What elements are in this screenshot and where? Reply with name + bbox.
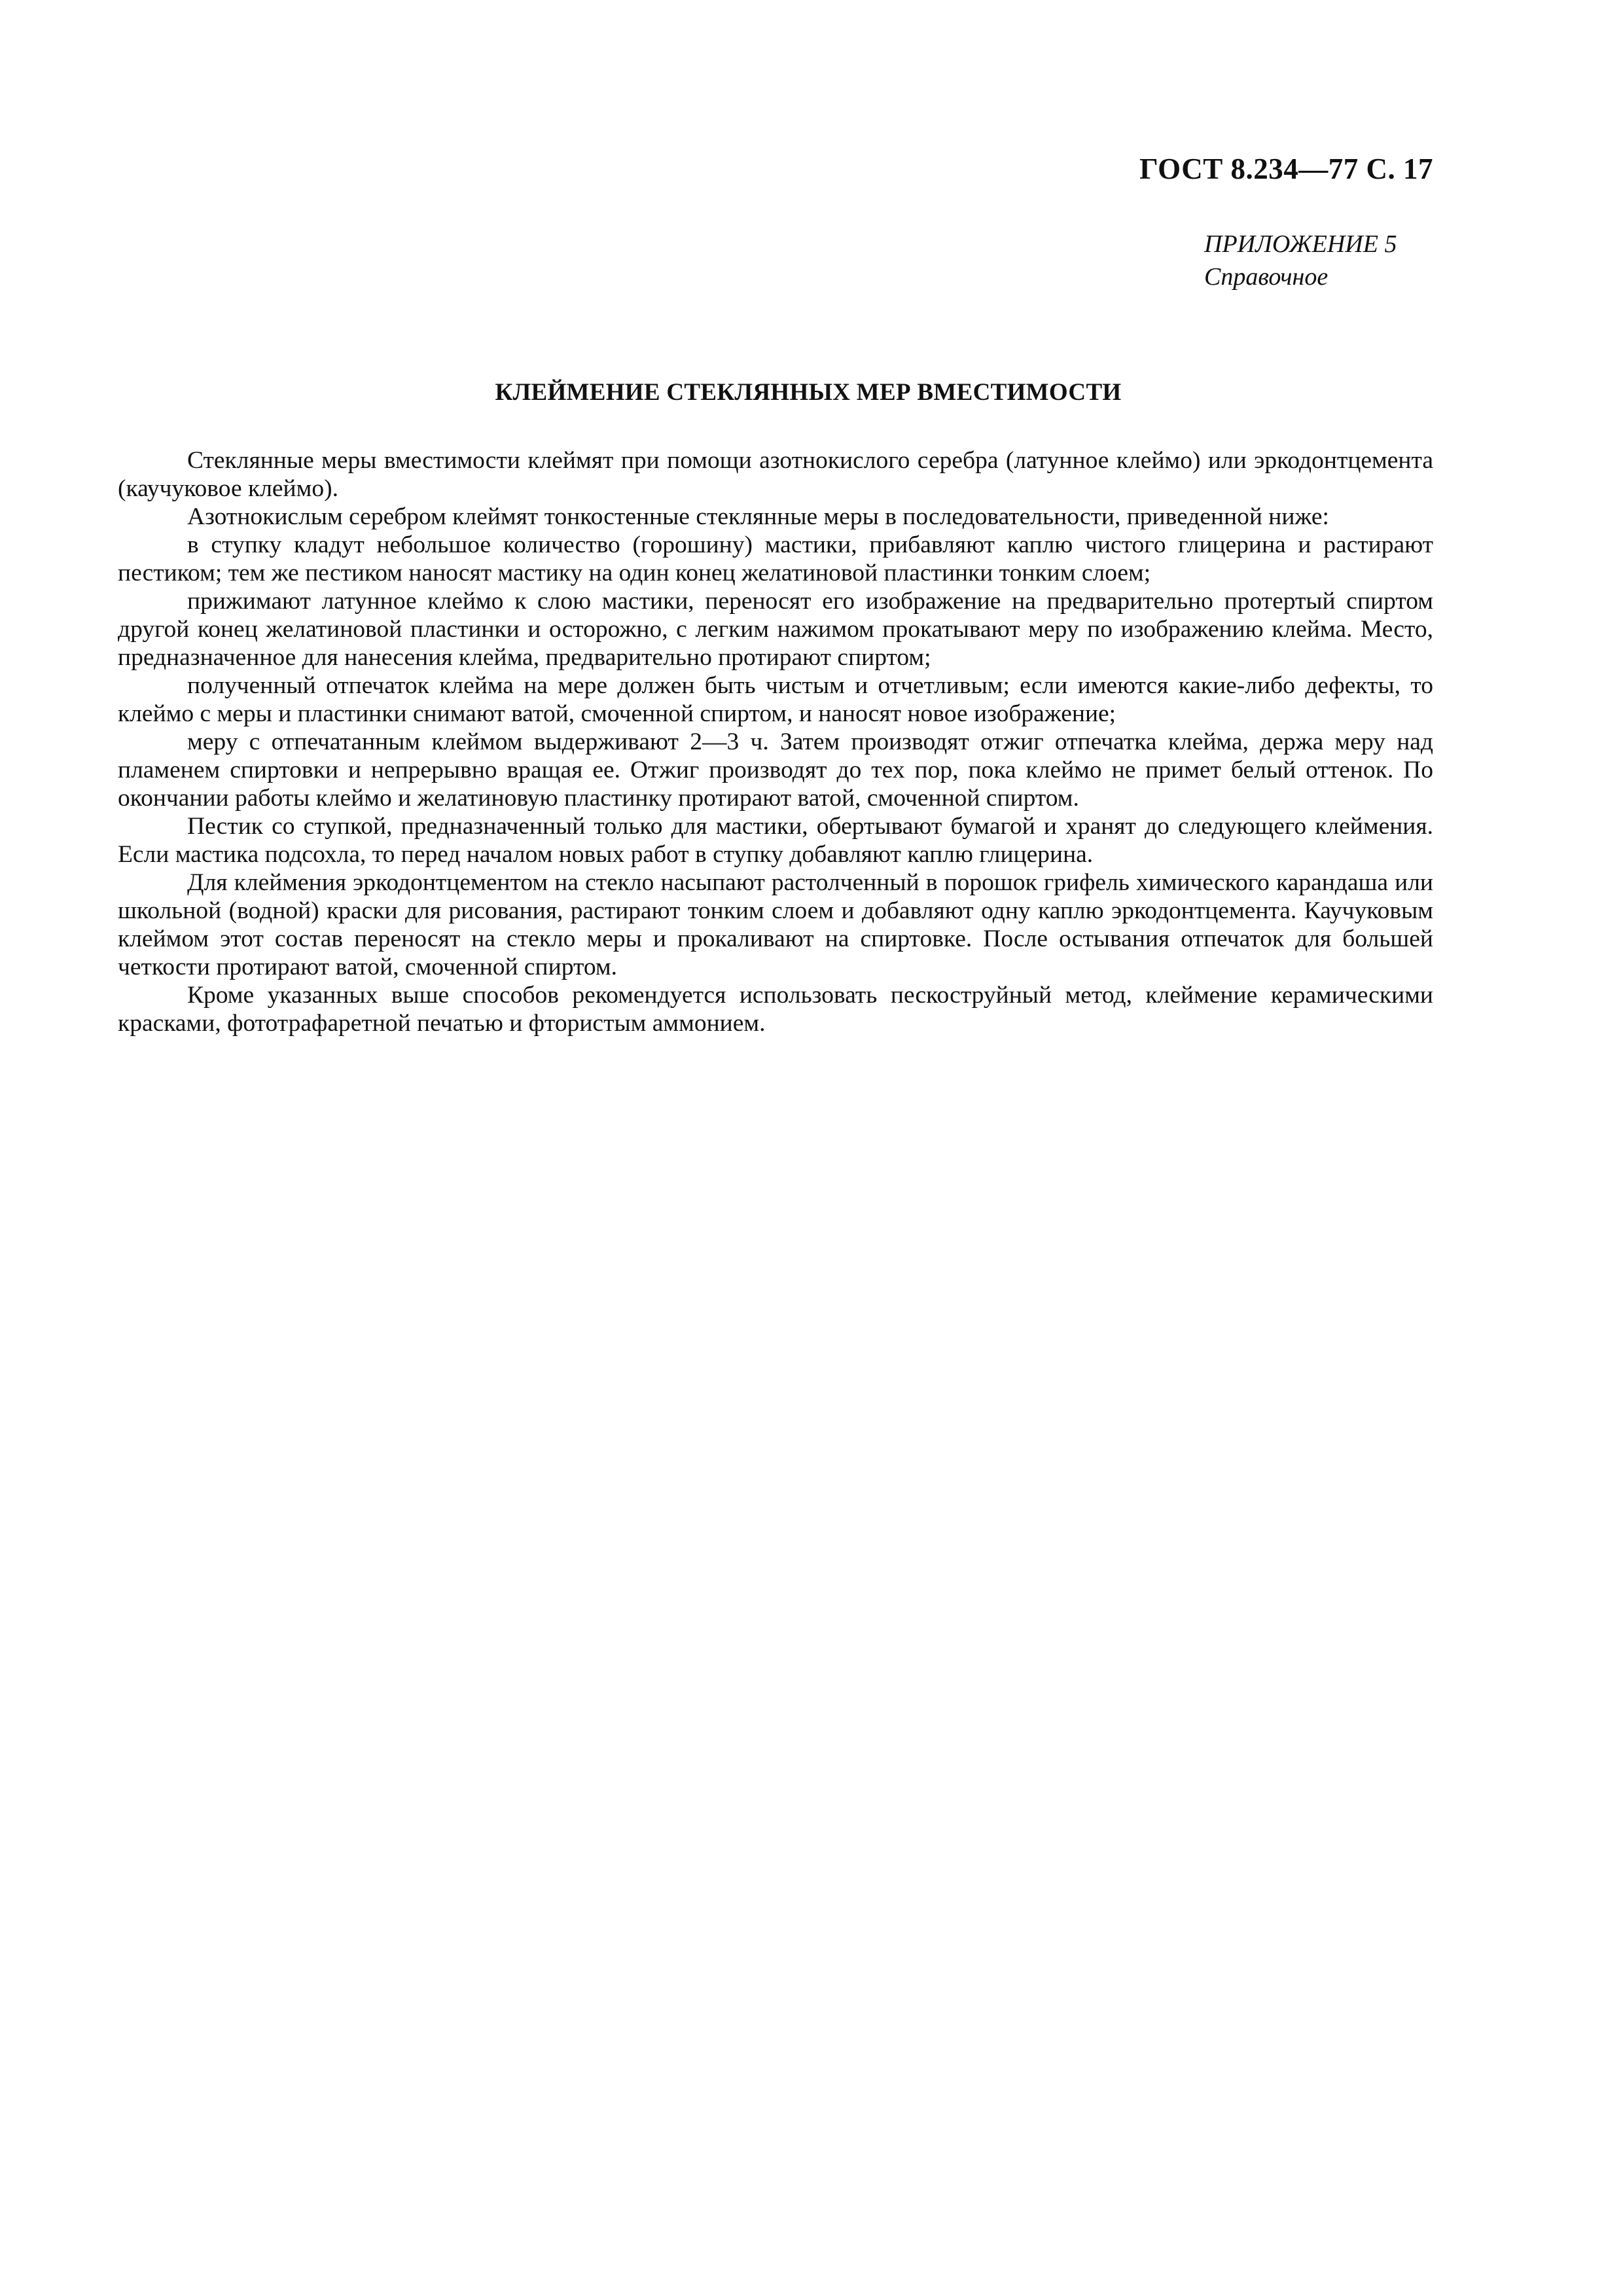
page-header: ГОСТ 8.234—77 С. 17 — [1139, 152, 1433, 185]
appendix-title: ПРИЛОЖЕНИЕ 5 — [1204, 230, 1397, 258]
appendix-type: Справочное — [1204, 263, 1329, 291]
paragraph: Пестик со ступкой, предназначенный только для мастики, обертывают бумагой и хранят до следующего клеймения. Если мастика подсохла, то перед началом новых работ в ступку добавляют каплю глицерина. — [118, 813, 1433, 868]
document-body — [118, 446, 1433, 1037]
paragraph: Для клеймения эркодонтцементом на стекло насыпают растолченный в порошок грифель химического карандаша или школьной (водной) краски для рисования, растирают тонким слоем и добавляют одну каплю эркодонтцемента. Каучуковым клеймом этот состав переносят на стекло меры и прокаливают на спиртовке. После остывания отпечаток для большей четкости протирают ватой, смоченной спиртом. — [118, 869, 1433, 980]
paragraph: Кроме указанных выше способов рекомендуется использовать пескоструйный метод, клеймение керамическими красками, фототрафаретной печатью и фтористым аммонием. — [118, 982, 1433, 1037]
document-title: КЛЕЙМЕНИЕ СТЕКЛЯННЫХ МЕР ВМЕСТИМОСТИ — [495, 379, 1122, 406]
paragraph: Стеклянные меры вместимости клеймят при помощи азотнокислого серебра (латунное клеймо) или эркодонтцемента (каучуковое клеймо). — [118, 447, 1433, 502]
appendix-label — [1204, 228, 1397, 293]
paragraph: прижимают латунное клеймо к слою мастики, переносят его изображение на предварительно протертый спиртом другой конец желатиновой пластинки и осторожно, с легким нажимом прокатывают меру по изображению клейма. Место, предназначенное для нанесения клейма, предварительно протирают спиртом; — [118, 588, 1433, 671]
paragraph: меру с отпечатанным клеймом выдерживают 2—3 ч. Затем производят отжиг отпечатка клейма, держа меру над пламенем спиртовки и непрерывно вращая ее. Отжиг производят до тех пор, пока клеймо не примет белый оттенок. По окончании работы клеймо и желатиновую пластинку протирают ватой, смоченной спиртом. — [118, 728, 1433, 812]
paragraph: в ступку кладут небольшое количество (горошину) мастики, прибавляют каплю чистого глицерина и растирают пестиком; тем же пестиком наносят мастику на один конец желатиновой пластинки тонким слоем; — [118, 531, 1433, 586]
paragraph: полученный отпечаток клейма на мере должен быть чистым и отчетливым; если имеются какие-либо дефекты, то клеймо с меры и пластинки снимают ватой, смоченной спиртом, и наносят новое изображение; — [118, 672, 1433, 727]
paragraph: Азотнокислым серебром клеймят тонкостенные стеклянные меры в последовательности, приведенной ниже: — [187, 503, 1329, 530]
